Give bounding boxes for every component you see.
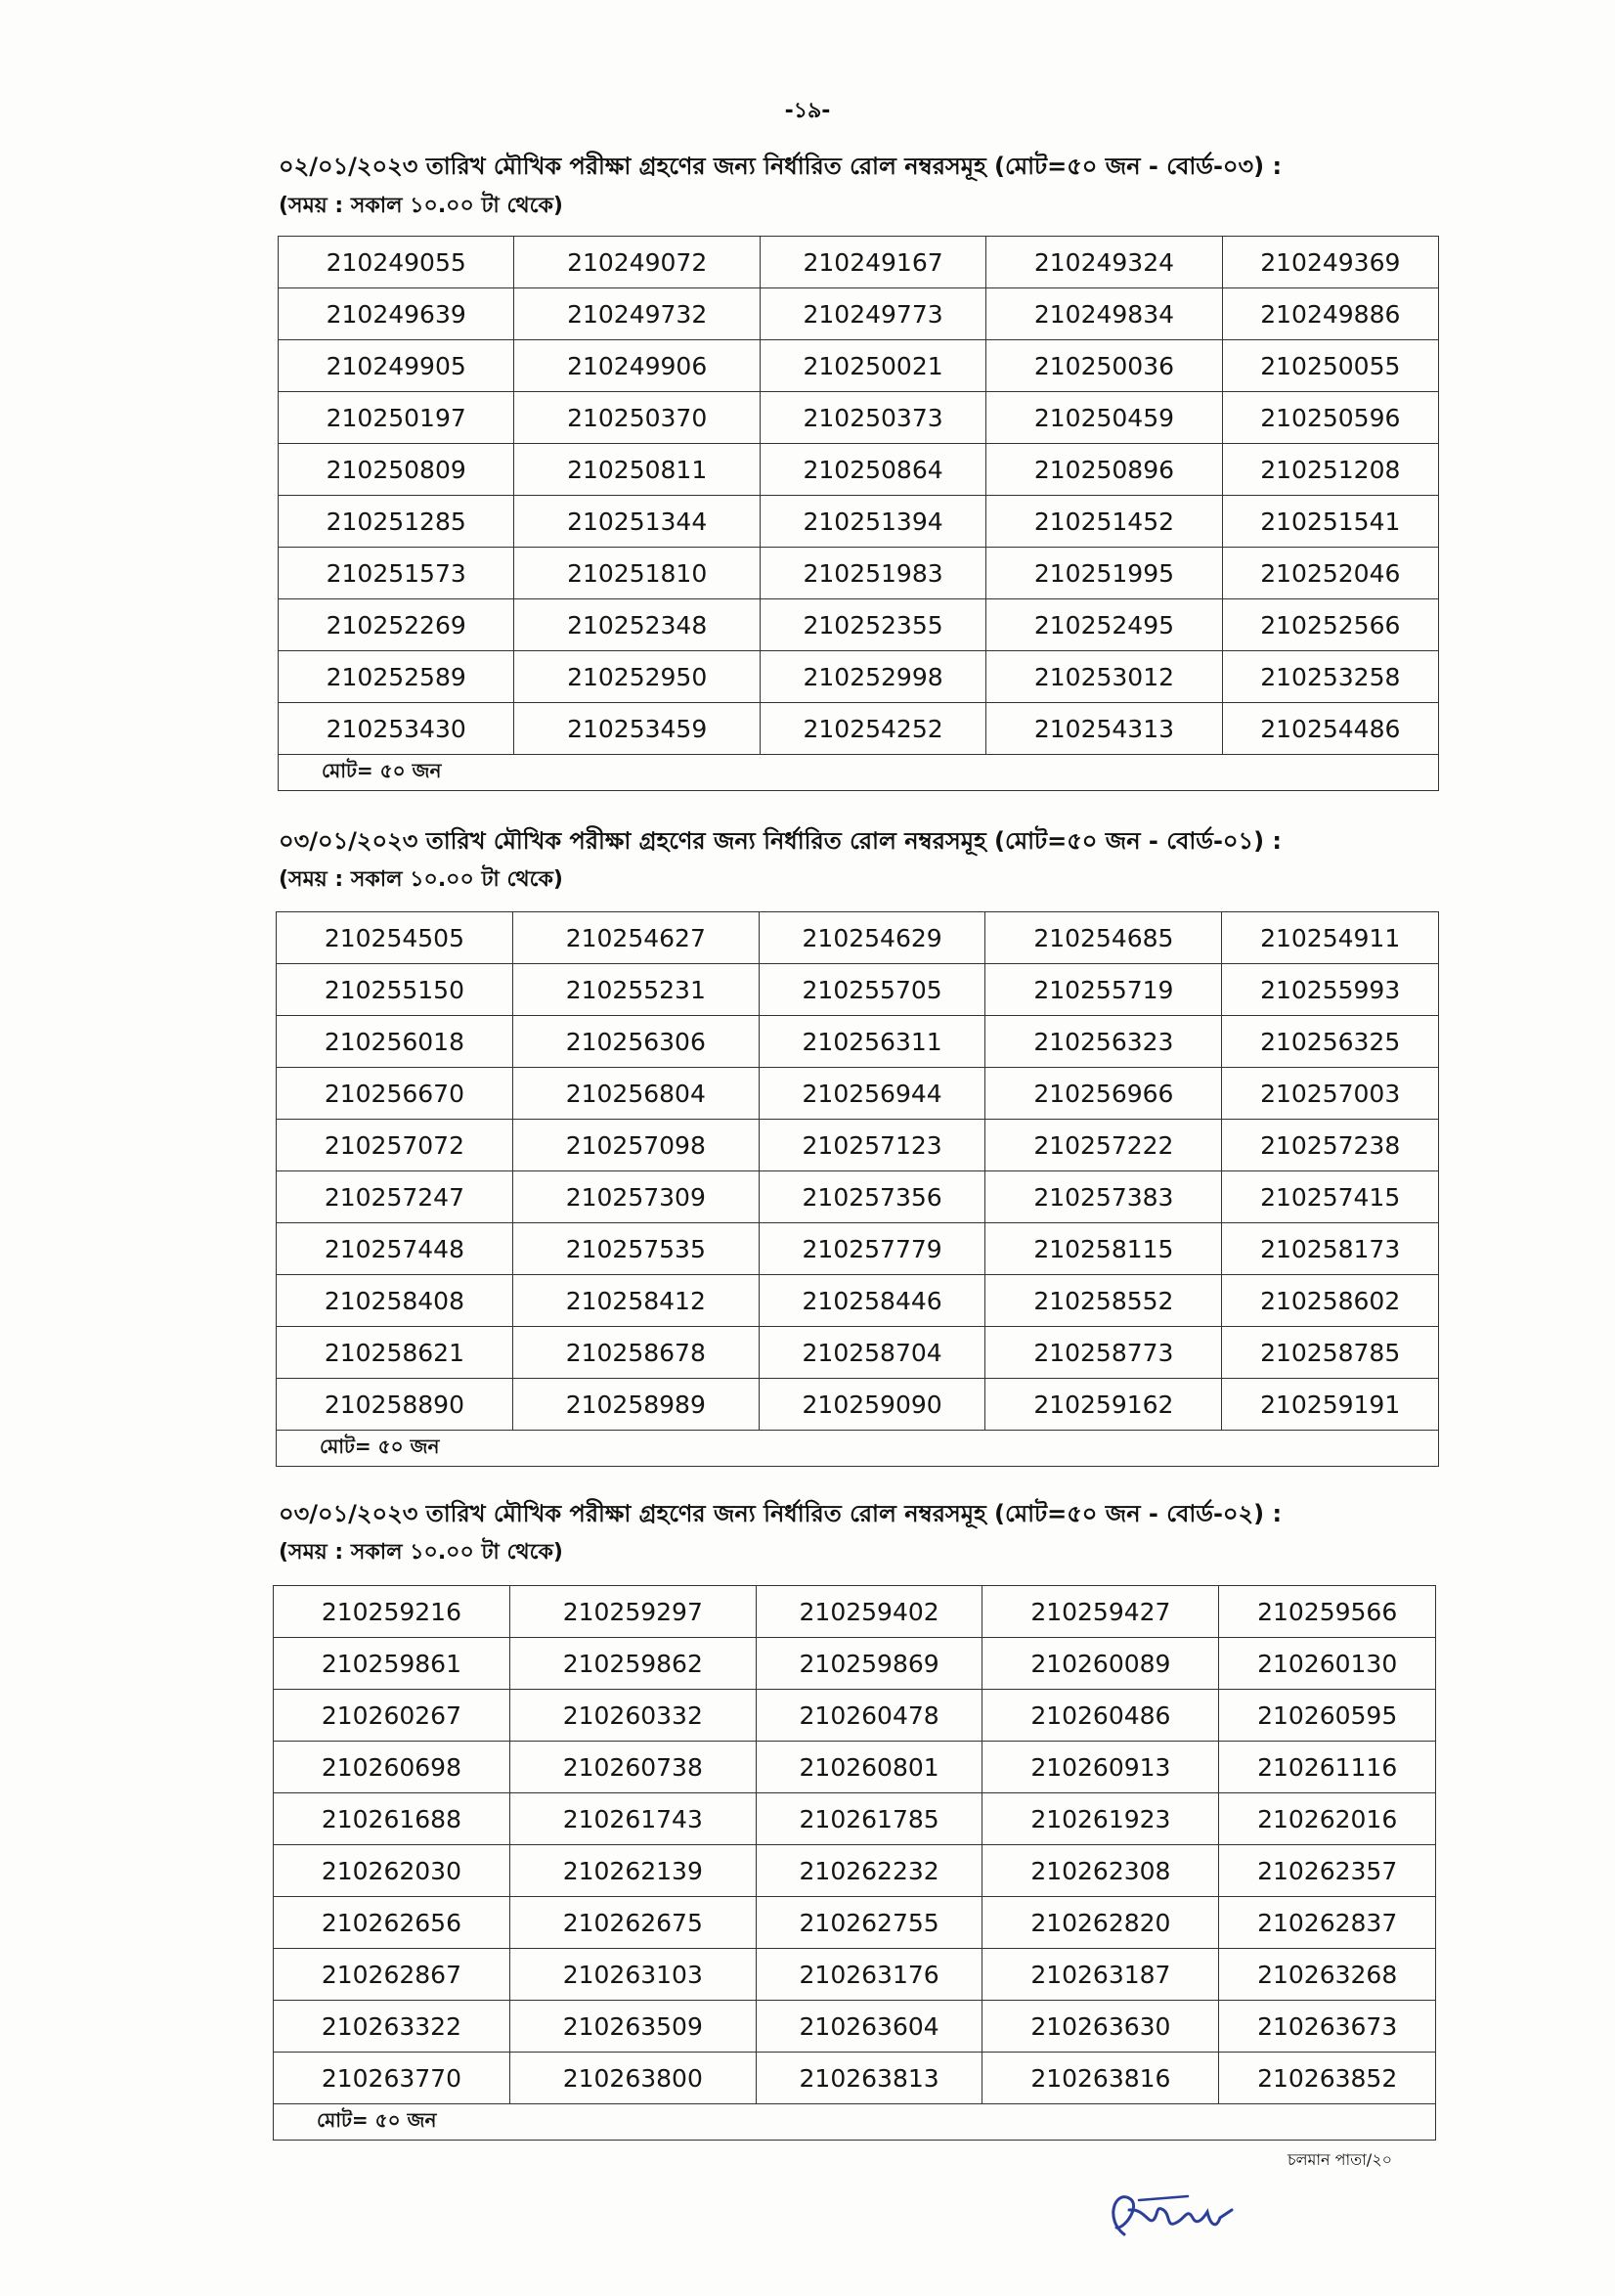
roll-number-cell: 210252355: [760, 599, 985, 651]
roll-number-cell: 210263509: [509, 2001, 756, 2053]
roll-number-cell: 210257072: [277, 1120, 513, 1171]
section-2-heading: ০৩/০১/২০২৩ তারিখ মৌখিক পরীক্ষা গ্রহণের জন্য নির্ধারিত রোল নম্বরসমূহ (মোট=৫০ জন - বোর্ড-০১) :: [279, 827, 1283, 855]
roll-number-cell: 210262675: [509, 1897, 756, 1949]
roll-number-cell: 210255150: [277, 964, 513, 1016]
total-row: [279, 755, 1439, 791]
table-row: [274, 1742, 1436, 1793]
roll-number-cell: 210250596: [1222, 392, 1438, 444]
total-row: [277, 1431, 1439, 1467]
roll-number-cell: 210256670: [277, 1068, 513, 1120]
roll-number-cell: 210262656: [274, 1897, 510, 1949]
roll-number-cell: 210263852: [1219, 2053, 1436, 2104]
roll-number-cell: 210259090: [759, 1379, 985, 1431]
roll-number-cell: 210261923: [982, 1793, 1219, 1845]
roll-number-cell: 210261785: [756, 1793, 982, 1845]
roll-number-cell: 210258785: [1222, 1327, 1439, 1379]
roll-number-cell: 210257309: [512, 1171, 759, 1223]
roll-number-cell: 210254685: [985, 912, 1222, 964]
roll-number-cell: 210256323: [985, 1016, 1222, 1068]
roll-number-cell: 210262357: [1219, 1845, 1436, 1897]
roll-number-cell: 210257247: [277, 1171, 513, 1223]
total-row: [274, 2104, 1436, 2141]
roll-number-cell: 210257098: [512, 1120, 759, 1171]
table-row: [274, 1793, 1436, 1845]
roll-number-cell: 210250370: [514, 392, 760, 444]
roll-number-cell: 210262308: [982, 1845, 1219, 1897]
table-row: [277, 964, 1439, 1016]
roll-number-cell: 210250373: [760, 392, 985, 444]
page-number: -১৯-: [784, 99, 831, 123]
roll-number-cell: 210249732: [514, 288, 760, 340]
roll-number-cell: 210258704: [759, 1327, 985, 1379]
roll-number-cell: 210249072: [514, 237, 760, 288]
roll-number-cell: 210263800: [509, 2053, 756, 2104]
roll-number-cell: 210262232: [756, 1845, 982, 1897]
table-row: [274, 1949, 1436, 2001]
roll-number-cell: 210257003: [1222, 1068, 1439, 1120]
total-count: মোট= ৫০ জন: [277, 1431, 1439, 1467]
roll-number-cell: 210249055: [279, 237, 514, 288]
roll-number-cell: 210250864: [760, 444, 985, 496]
table-row: [274, 1897, 1436, 1949]
roll-number-cell: 210260738: [509, 1742, 756, 1793]
roll-number-cell: 210249639: [279, 288, 514, 340]
roll-number-cell: 210257383: [985, 1171, 1222, 1223]
roll-number-cell: 210258773: [985, 1327, 1222, 1379]
roll-number-cell: 210250021: [760, 340, 985, 392]
roll-number-cell: 210258602: [1222, 1275, 1439, 1327]
roll-number-cell: 210252998: [760, 651, 985, 703]
roll-number-cell: 210258621: [277, 1327, 513, 1379]
roll-number-cell: 210251208: [1222, 444, 1438, 496]
roll-number-cell: 210256804: [512, 1068, 759, 1120]
roll-number-cell: 210256311: [759, 1016, 985, 1068]
section-1-time: (সময় : সকাল ১০.০০ টা থেকে): [279, 194, 563, 218]
roll-number-cell: 210253012: [986, 651, 1222, 703]
roll-number-cell: 210255231: [512, 964, 759, 1016]
roll-number-cell: 210251810: [514, 548, 760, 599]
roll-number-cell: 210256966: [985, 1068, 1222, 1120]
section-1-roll-table: [278, 236, 1439, 791]
table-row: [279, 392, 1439, 444]
roll-number-cell: 210257238: [1222, 1120, 1439, 1171]
roll-number-cell: 210262867: [274, 1949, 510, 2001]
roll-number-cell: 210249886: [1222, 288, 1438, 340]
continued-page-note: চলমান পাতা/২০: [1287, 2150, 1392, 2169]
roll-number-cell: 210250036: [986, 340, 1222, 392]
roll-number-cell: 210254486: [1222, 703, 1438, 755]
roll-number-cell: 210259869: [756, 1638, 982, 1690]
roll-number-cell: 210258412: [512, 1275, 759, 1327]
section-2-time: (সময় : সকাল ১০.০০ টা থেকে): [279, 867, 563, 892]
table-row: [274, 2001, 1436, 2053]
roll-number-cell: 210259402: [756, 1586, 982, 1638]
roll-number-cell: 210263322: [274, 2001, 510, 2053]
roll-number-cell: 210263268: [1219, 1949, 1436, 2001]
roll-number-cell: 210263103: [509, 1949, 756, 2001]
roll-number-cell: 210260913: [982, 1742, 1219, 1793]
roll-number-cell: 210259861: [274, 1638, 510, 1690]
roll-number-cell: 210251541: [1222, 496, 1438, 548]
roll-number-cell: 210262139: [509, 1845, 756, 1897]
table-row: [277, 1068, 1439, 1120]
roll-number-cell: 210262755: [756, 1897, 982, 1949]
section-3-time: (সময় : সকাল ১০.০০ টা থেকে): [279, 1540, 563, 1565]
roll-number-cell: 210257123: [759, 1120, 985, 1171]
roll-number-cell: 210252950: [514, 651, 760, 703]
signature-image: [1095, 2181, 1271, 2259]
roll-number-cell: 210259162: [985, 1379, 1222, 1431]
section-3-roll-table: [273, 1585, 1436, 2141]
roll-number-cell: 210260486: [982, 1690, 1219, 1742]
table-row: [274, 2053, 1436, 2104]
roll-number-cell: 210249324: [986, 237, 1222, 288]
roll-number-cell: 210249773: [760, 288, 985, 340]
roll-number-cell: 210249167: [760, 237, 985, 288]
roll-number-cell: 210259191: [1222, 1379, 1439, 1431]
roll-number-cell: 210251983: [760, 548, 985, 599]
table-row: [279, 288, 1439, 340]
roll-number-cell: 210263813: [756, 2053, 982, 2104]
table-row: [274, 1690, 1436, 1742]
total-count: মোট= ৫০ জন: [274, 2104, 1436, 2141]
roll-number-cell: 210249369: [1222, 237, 1438, 288]
roll-number-cell: 210251285: [279, 496, 514, 548]
roll-number-cell: 210253459: [514, 703, 760, 755]
roll-number-cell: 210250811: [514, 444, 760, 496]
roll-number-cell: 210257448: [277, 1223, 513, 1275]
roll-number-cell: 210263816: [982, 2053, 1219, 2104]
table-row: [279, 237, 1439, 288]
roll-number-cell: 210258408: [277, 1275, 513, 1327]
roll-number-cell: 210262820: [982, 1897, 1219, 1949]
roll-number-cell: 210258446: [759, 1275, 985, 1327]
roll-number-cell: 210263673: [1219, 2001, 1436, 2053]
section-1-heading: ০২/০১/২০২৩ তারিখ মৌখিক পরীক্ষা গ্রহণের জন্য নির্ধারিত রোল নম্বরসমূহ (মোট=৫০ জন - বোর্ড-০৩) :: [279, 153, 1283, 180]
roll-number-cell: 210254252: [760, 703, 985, 755]
roll-number-cell: 210251394: [760, 496, 985, 548]
table-row: [277, 1327, 1439, 1379]
roll-number-cell: 210259297: [509, 1586, 756, 1638]
table-row: [279, 340, 1439, 392]
roll-number-cell: 210262016: [1219, 1793, 1436, 1845]
roll-number-cell: 210263604: [756, 2001, 982, 2053]
roll-number-cell: 210252269: [279, 599, 514, 651]
table-row: [279, 548, 1439, 599]
roll-number-cell: 210250896: [986, 444, 1222, 496]
roll-number-cell: 210251344: [514, 496, 760, 548]
roll-number-cell: 210256325: [1222, 1016, 1439, 1068]
roll-number-cell: 210260478: [756, 1690, 982, 1742]
roll-number-cell: 210257356: [759, 1171, 985, 1223]
roll-number-cell: 210263187: [982, 1949, 1219, 2001]
table-row: [277, 1016, 1439, 1068]
table-row: [274, 1586, 1436, 1638]
table-row: [274, 1638, 1436, 1690]
roll-number-cell: 210259216: [274, 1586, 510, 1638]
roll-number-cell: 210254627: [512, 912, 759, 964]
roll-number-cell: 210258890: [277, 1379, 513, 1431]
roll-number-cell: 210254505: [277, 912, 513, 964]
roll-number-cell: 210258115: [985, 1223, 1222, 1275]
total-count: মোট= ৫০ জন: [279, 755, 1439, 791]
roll-number-cell: 210257415: [1222, 1171, 1439, 1223]
roll-number-cell: 210252566: [1222, 599, 1438, 651]
roll-number-cell: 210258173: [1222, 1223, 1439, 1275]
roll-number-cell: 210262837: [1219, 1897, 1436, 1949]
table-row: [279, 651, 1439, 703]
roll-number-cell: 210253430: [279, 703, 514, 755]
roll-number-cell: 210254911: [1222, 912, 1439, 964]
roll-number-cell: 210255719: [985, 964, 1222, 1016]
roll-number-cell: 210259566: [1219, 1586, 1436, 1638]
roll-number-cell: 210253258: [1222, 651, 1438, 703]
roll-number-cell: 210257779: [759, 1223, 985, 1275]
roll-number-cell: 210251573: [279, 548, 514, 599]
roll-number-cell: 210255993: [1222, 964, 1439, 1016]
roll-number-cell: 210261743: [509, 1793, 756, 1845]
table-row: [277, 1275, 1439, 1327]
roll-number-cell: 210260332: [509, 1690, 756, 1742]
table-row: [277, 1223, 1439, 1275]
roll-number-cell: 210260130: [1219, 1638, 1436, 1690]
roll-number-cell: 210252589: [279, 651, 514, 703]
roll-number-cell: 210256944: [759, 1068, 985, 1120]
table-row: [277, 1120, 1439, 1171]
table-row: [279, 703, 1439, 755]
roll-number-cell: 210260698: [274, 1742, 510, 1793]
roll-number-cell: 210260595: [1219, 1690, 1436, 1742]
roll-number-cell: 210252046: [1222, 548, 1438, 599]
roll-number-cell: 210260089: [982, 1638, 1219, 1690]
roll-number-cell: 210252495: [986, 599, 1222, 651]
roll-number-cell: 210251452: [986, 496, 1222, 548]
section-3-heading: ০৩/০১/২০২৩ তারিখ মৌখিক পরীক্ষা গ্রহণের জন্য নির্ধারিত রোল নম্বরসমূহ (মোট=৫০ জন - বোর্ড-০২) :: [279, 1500, 1283, 1527]
roll-number-cell: 210263176: [756, 1949, 982, 2001]
roll-number-cell: 210257535: [512, 1223, 759, 1275]
roll-number-cell: 210254313: [986, 703, 1222, 755]
roll-number-cell: 210263630: [982, 2001, 1219, 2053]
roll-number-cell: 210249905: [279, 340, 514, 392]
roll-number-cell: 210256018: [277, 1016, 513, 1068]
roll-number-cell: 210259427: [982, 1586, 1219, 1638]
table-row: [277, 1171, 1439, 1223]
table-row: [274, 1845, 1436, 1897]
roll-number-cell: 210262030: [274, 1845, 510, 1897]
roll-number-cell: 210256306: [512, 1016, 759, 1068]
table-row: [279, 444, 1439, 496]
roll-number-cell: 210249834: [986, 288, 1222, 340]
roll-number-cell: 210249906: [514, 340, 760, 392]
roll-number-cell: 210250055: [1222, 340, 1438, 392]
roll-number-cell: 210258678: [512, 1327, 759, 1379]
roll-number-cell: 210254629: [759, 912, 985, 964]
table-row: [279, 496, 1439, 548]
roll-number-cell: 210250459: [986, 392, 1222, 444]
roll-number-cell: 210251995: [986, 548, 1222, 599]
section-2-roll-table: [276, 911, 1439, 1467]
roll-number-cell: 210255705: [759, 964, 985, 1016]
roll-number-cell: 210257222: [985, 1120, 1222, 1171]
roll-number-cell: 210252348: [514, 599, 760, 651]
roll-number-cell: 210259862: [509, 1638, 756, 1690]
roll-number-cell: 210263770: [274, 2053, 510, 2104]
roll-number-cell: 210258989: [512, 1379, 759, 1431]
roll-number-cell: 210261688: [274, 1793, 510, 1845]
table-row: [279, 599, 1439, 651]
roll-number-cell: 210260801: [756, 1742, 982, 1793]
table-row: [277, 912, 1439, 964]
roll-number-cell: 210260267: [274, 1690, 510, 1742]
roll-number-cell: 210258552: [985, 1275, 1222, 1327]
roll-number-cell: 210250809: [279, 444, 514, 496]
roll-number-cell: 210250197: [279, 392, 514, 444]
roll-number-cell: 210261116: [1219, 1742, 1436, 1793]
table-row: [277, 1379, 1439, 1431]
